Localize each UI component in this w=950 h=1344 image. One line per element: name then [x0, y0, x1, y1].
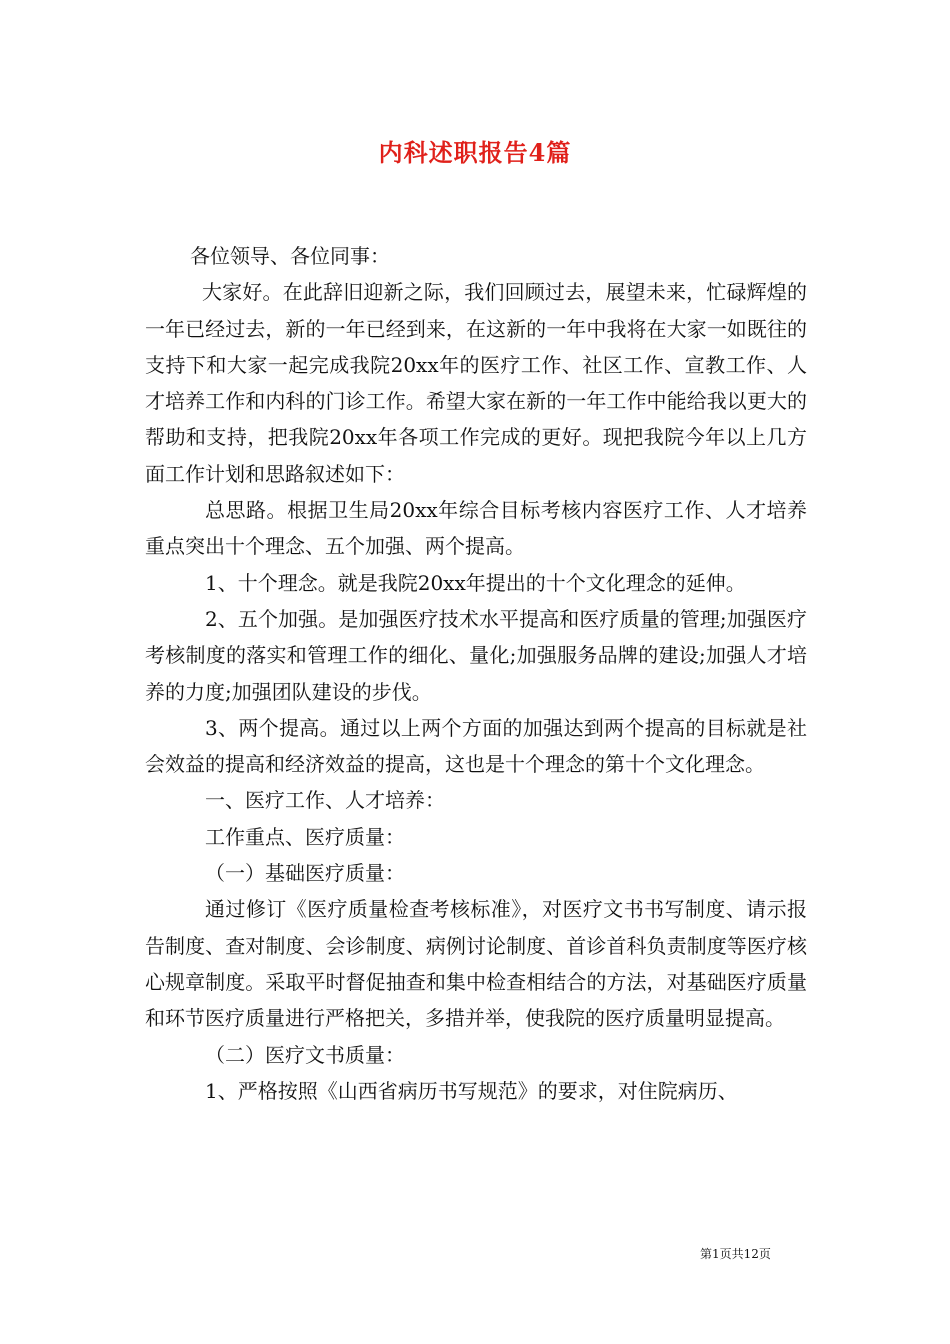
- document-body: [145, 238, 807, 1109]
- subsection-heading: （一）基础医疗质量：: [205, 861, 405, 886]
- body-paragraph: 1、严格按照《山西省病历书写规范》的要求，对住院病历、: [205, 1078, 738, 1103]
- subsection-heading: 工作重点、医疗质量：: [205, 824, 405, 849]
- body-paragraph: 大家好。在此辞旧迎新之际，我们回顾过去，展望未来，忙碌辉煌的一年已经过去，新的一年已经到来，在这新的一年中我将在大家一如既往的支持下和大家一起完成我院20xx年的医疗工作、社区工作、宣教工作、人才培养工作和内科的门诊工作。希望大家在新的一年工作中能给我以更大的帮助和支持，把我院20xx年各项工作完成的更好。现把我院今年以上几方面工作计划和思路叙述如下：: [145, 280, 807, 486]
- subsection-heading: （二）医疗文书质量：: [205, 1042, 405, 1067]
- page-number-footer: 第1页共12页: [700, 1247, 771, 1261]
- document-title: 内科述职报告4篇: [378, 138, 572, 167]
- body-paragraph: 1、十个理念。就是我院20xx年提出的十个文化理念的延伸。: [205, 570, 746, 595]
- salutation-paragraph: 各位领导、各位同事：: [190, 244, 390, 268]
- body-paragraph: 总思路。根据卫生局20xx年综合目标考核内容医疗工作、人才培养重点突出十个理念、五个加强、两个提高。: [145, 498, 807, 559]
- section-heading: 一、医疗工作、人才培养：: [205, 788, 445, 813]
- body-paragraph: 通过修订《医疗质量检查考核标准》，对医疗文书书写制度、请示报告制度、查对制度、会诊制度、病例讨论制度、首诊首科负责制度等医疗核心规章制度。采取平时督促抽查和集中检查相结合的方法，对基础医疗质量和环节医疗质量进行严格把关，多措并举，使我院的医疗质量明显提高。: [145, 897, 807, 1031]
- body-paragraph: 2、五个加强。是加强医疗技术水平提高和医疗质量的管理;加强医疗考核制度的落实和管理工作的细化、量化;加强服务品牌的建设;加强人才培养的力度;加强团队建设的步伐。: [145, 606, 807, 704]
- body-paragraph: 3、两个提高。通过以上两个方面的加强达到两个提高的目标就是社会效益的提高和经济效益的提高，这也是十个理念的第十个文化理念。: [145, 715, 807, 777]
